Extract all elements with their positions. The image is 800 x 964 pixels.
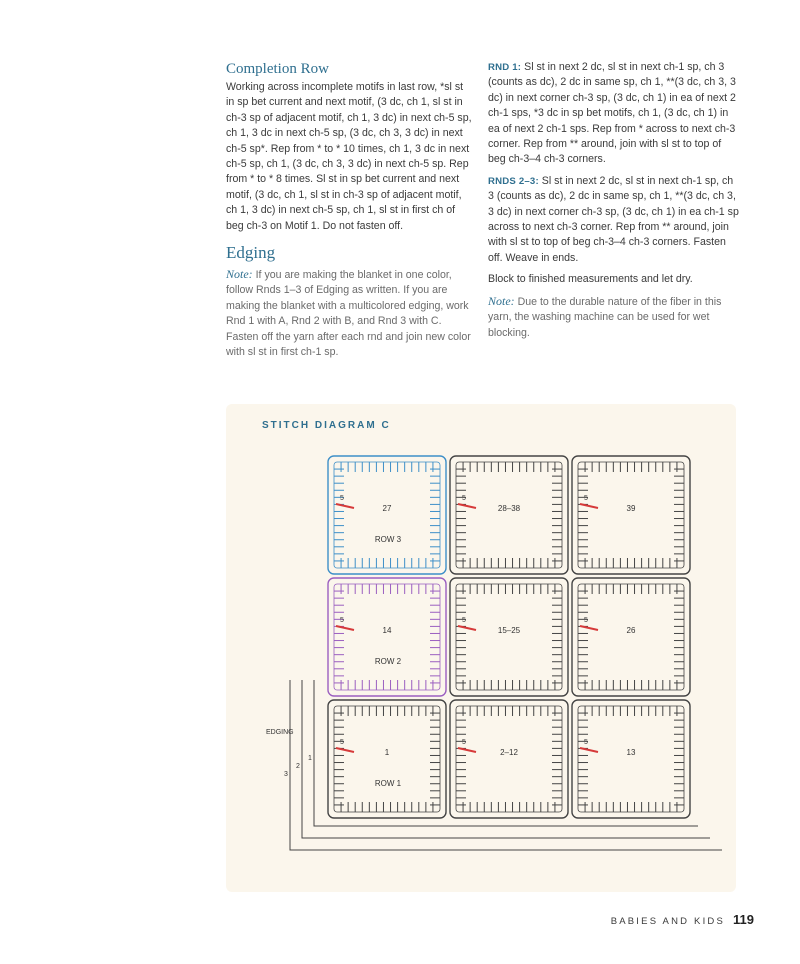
start-marker-line xyxy=(458,504,476,508)
motif-outline xyxy=(328,700,446,818)
stitch-diagram-title: STITCH DIAGRAM C xyxy=(262,420,391,431)
start-marker-line xyxy=(580,504,598,508)
edging-label: EDGING xyxy=(266,729,294,736)
rnd23-label: RNDS 2–3: xyxy=(488,175,539,187)
motif-number: 1 xyxy=(384,748,390,757)
start-marker-number: 5 xyxy=(462,495,466,502)
rnd1-label: RND 1: xyxy=(488,62,522,73)
start-marker-number: 5 xyxy=(462,739,466,746)
wash-note-label: Note: xyxy=(488,293,515,308)
start-marker-number: 5 xyxy=(462,617,466,624)
edging-round-number: 2 xyxy=(296,763,300,770)
motif-inner xyxy=(334,584,440,690)
edging-note-text: If you are making the blanket in one color, follow Rnds 1–3 of Edging as written. If you are making the blanket with a multicolored edging, work Rnd 1 with A, Rnd 2 with B, and Rnd 3 with C. Fasten off the yarn after each rnd and join new color with sl st in first ch-1 sp. xyxy=(226,269,471,359)
motif-outline xyxy=(328,456,446,574)
footer-section: BABIES AND KIDS xyxy=(610,916,726,927)
motif-inner xyxy=(334,462,440,568)
row-label: ROW 2 xyxy=(374,657,402,666)
stitch-diagram xyxy=(226,404,736,892)
start-marker-number: 5 xyxy=(340,617,344,624)
motif-outline xyxy=(450,578,568,696)
edging-round-line xyxy=(302,680,710,838)
row-label: ROW 3 xyxy=(374,535,402,544)
motif-outline xyxy=(572,456,690,574)
motif-number: 14 xyxy=(382,626,392,635)
motif-number: 15–25 xyxy=(497,626,521,635)
motif-number: 28–38 xyxy=(497,504,521,513)
motif-inner xyxy=(456,462,562,568)
edging-round-line xyxy=(290,680,722,850)
motif-number: 27 xyxy=(382,504,392,513)
completion-row-heading: Completion Row xyxy=(226,61,329,77)
block-text: Block to finished measurements and let dry. xyxy=(488,273,693,286)
motif-inner xyxy=(578,584,684,690)
right-column xyxy=(488,60,740,341)
motif-outline xyxy=(328,578,446,696)
completion-row-text: Working across incomplete motifs in last row, *sl st in sp bet current and next motif, (3 dc, ch 1, sl st in ch-3 sp of adjacent motif, ch 1, 3 dc) in next ch-5 sp, ch 1, 3 dc in next ch-5 sp, (3 dc, ch 3, 3 dc) in next ch-5 sp*. Rep from * to * 10 times, ch 1, 3 dc in next ch-5 sp, ch 1, (3 dc, ch 3, 3 dc) in next ch-5 sp. Rep from * to * 8 times. Sl st in sp bet current and next motif, (3 dc, ch 1, sl st in ch-3 sp of adjacent motif, ch 1, 3 dc) in next ch-5 sp, ch 1, sl st in first ch of beg ch-3 on Motif 1. Do not fasten off. xyxy=(226,81,472,232)
start-marker-number: 5 xyxy=(340,739,344,746)
motif-outline xyxy=(450,456,568,574)
motif-number: 26 xyxy=(626,626,636,635)
start-marker-line xyxy=(336,504,354,508)
edging-note-label: Note: xyxy=(226,267,253,282)
start-marker-number: 5 xyxy=(584,739,588,746)
motif-outline xyxy=(572,700,690,818)
start-marker-line xyxy=(458,626,476,630)
start-marker-line xyxy=(580,626,598,630)
start-marker-line xyxy=(336,626,354,630)
rnd1-text: Sl st in next 2 dc, sl st in next ch-1 sp, ch 3 (counts as dc), 2 dc in same sp, ch 1, **(3 dc, ch 3, 3 dc) in next corner ch-3 sp, (3 dc, ch 1) in ea of next 2 ch-1 sps, *3 dc in sp bet motifs, ch 1, (3 dc, ch 1) in ea of next 2 ch-1 sps. Rep from * across to next ch-3 corner. Rep from ** around, join with sl st to top of beg ch-3–4 ch-3 corners. xyxy=(488,61,736,166)
motif-inner xyxy=(456,706,562,812)
motif-outline xyxy=(572,578,690,696)
motif-inner xyxy=(578,462,684,568)
motif-inner xyxy=(456,584,562,690)
start-marker-line xyxy=(580,748,598,752)
edging-note xyxy=(226,267,474,360)
rnd23-text: Sl st in next 2 dc, sl st in next ch-1 sp, ch 3 (counts as dc), 2 dc in same sp, ch 1, **(3 dc, ch 3, 3 dc) in next corner ch-3 sp, (3 dc, ch 1) in ea ch-1 sp across to next ch-3 corner. Rep from ** around, join with sl st to top of beg ch-3–4 ch-3 corners. Fasten off. Weave in ends. xyxy=(488,174,739,264)
motif-number: 13 xyxy=(626,748,636,757)
start-marker-number: 5 xyxy=(340,495,344,502)
stitch-diagram-panel xyxy=(226,404,736,892)
edging-heading: Edging xyxy=(226,243,276,263)
motif-number: 39 xyxy=(626,504,636,513)
row-label: ROW 1 xyxy=(374,779,402,788)
start-marker-line xyxy=(336,748,354,752)
motif-inner xyxy=(334,706,440,812)
edging-round-number: 3 xyxy=(284,771,288,778)
motif-inner xyxy=(578,706,684,812)
motif-number: 2–12 xyxy=(500,748,518,757)
rnd23-paragraph xyxy=(488,174,740,266)
left-column xyxy=(226,60,474,361)
start-marker-number: 5 xyxy=(584,617,588,624)
motif-outline xyxy=(450,700,568,818)
rnd1-paragraph xyxy=(488,60,740,168)
page-number: 119 xyxy=(733,912,754,927)
start-marker-line xyxy=(458,748,476,752)
page-footer xyxy=(611,912,754,927)
wash-note xyxy=(488,294,740,341)
wash-note-text: Due to the durable nature of the fiber in this yarn, the washing machine can be used for wet blocking. xyxy=(488,295,722,339)
start-marker-number: 5 xyxy=(584,495,588,502)
edging-round-number: 1 xyxy=(308,755,312,762)
